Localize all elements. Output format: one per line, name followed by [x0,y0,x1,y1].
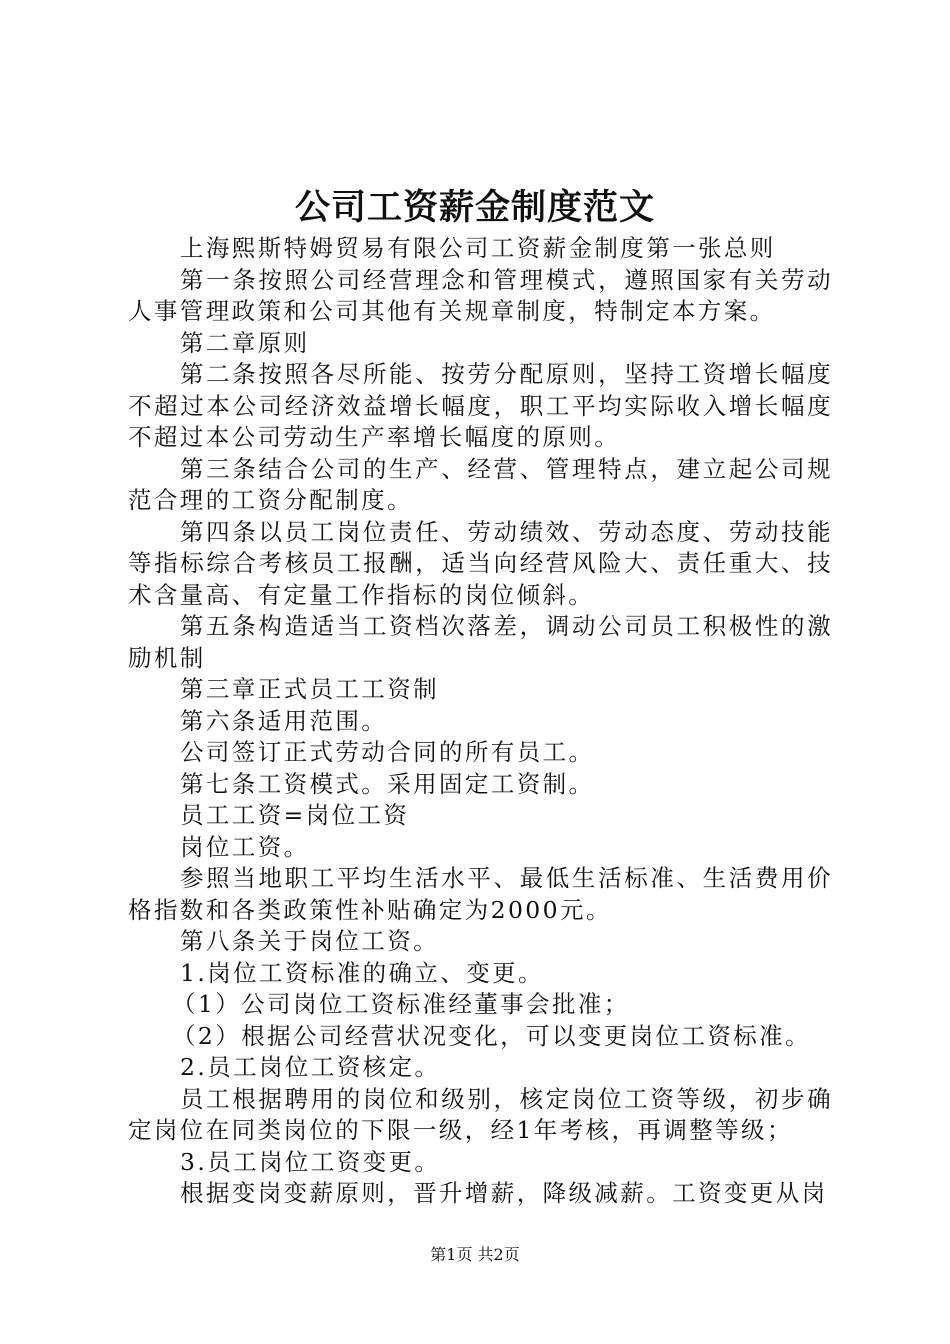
paragraph: 1.岗位工资标准的确立、变更。 [180,958,544,987]
paragraph: 根据变岗变薪原则，晋升增薪，降级减薪。工资变更从岗 [180,1179,828,1207]
paragraph: 第三条结合公司的生产、经营、管理特点，建立起公司规范合理的工资分配制度。 [128,454,833,514]
paragraph: （2）根据公司经营状况变化，可以变更岗位工资标准。 [172,1021,811,1050]
paragraph: 第四条以员工岗位责任、劳动绩效、劳动态度、劳动技能等指标综合考核员工报酬，适当向经营风险大、责任重大、技术含量高、有定量工作指标的岗位倾斜。 [128,517,833,609]
paragraph: 员工工资=岗位工资 [180,801,410,829]
document-title: 公司工资薪金制度范文 [294,187,655,228]
paragraph: 第七条工资模式。采用固定工资制。 [180,769,595,798]
paragraph: 第一条按照公司经营理念和管理模式，遵照国家有关劳动人事管理政策和公司其他有关规章制度，特制定本方案。 [128,265,833,325]
paragraph: （1）公司岗位工资标准经董事会批准； [172,990,630,1018]
paragraph: 3.员工岗位工资变更。 [180,1147,441,1176]
page-number-footer: 第1页 共2页 [430,1245,520,1264]
paragraph: 公司签订正式劳动合同的所有员工。 [180,738,595,766]
paragraph: 员工根据聘用的岗位和级别，核定岗位工资等级，初步确定岗位在同类岗位的下限一级，经1年考核，再调整等级； [128,1084,833,1144]
paragraph: 第三章正式员工工资制 [180,675,439,703]
paragraph: 第六条适用范围。 [180,706,388,735]
paragraph: 第八条关于岗位工资。 [180,927,439,955]
paragraph: 第五条构造适当工资档次落差，调动公司员工积极性的激励机制 [128,612,833,672]
paragraph: 参照当地职工平均生活水平、最低生活标准、生活费用价格指数和各类政策性补贴确定为2000元。 [128,864,833,924]
paragraph: 2.员工岗位工资核定。 [180,1053,441,1081]
paragraph: 岗位工资。 [180,832,310,861]
paragraph: 第二章原则 [180,328,310,357]
paragraph: 上海熙斯特姆贸易有限公司工资薪金制度第一张总则 [180,234,776,262]
paragraph: 第二条按照各尽所能、按劳分配原则，坚持工资增长幅度不超过本公司经济效益增长幅度，职工平均实际收入增长幅度不超过本公司劳动生产率增长幅度的原则。 [128,360,833,451]
document-body [128,233,833,1210]
